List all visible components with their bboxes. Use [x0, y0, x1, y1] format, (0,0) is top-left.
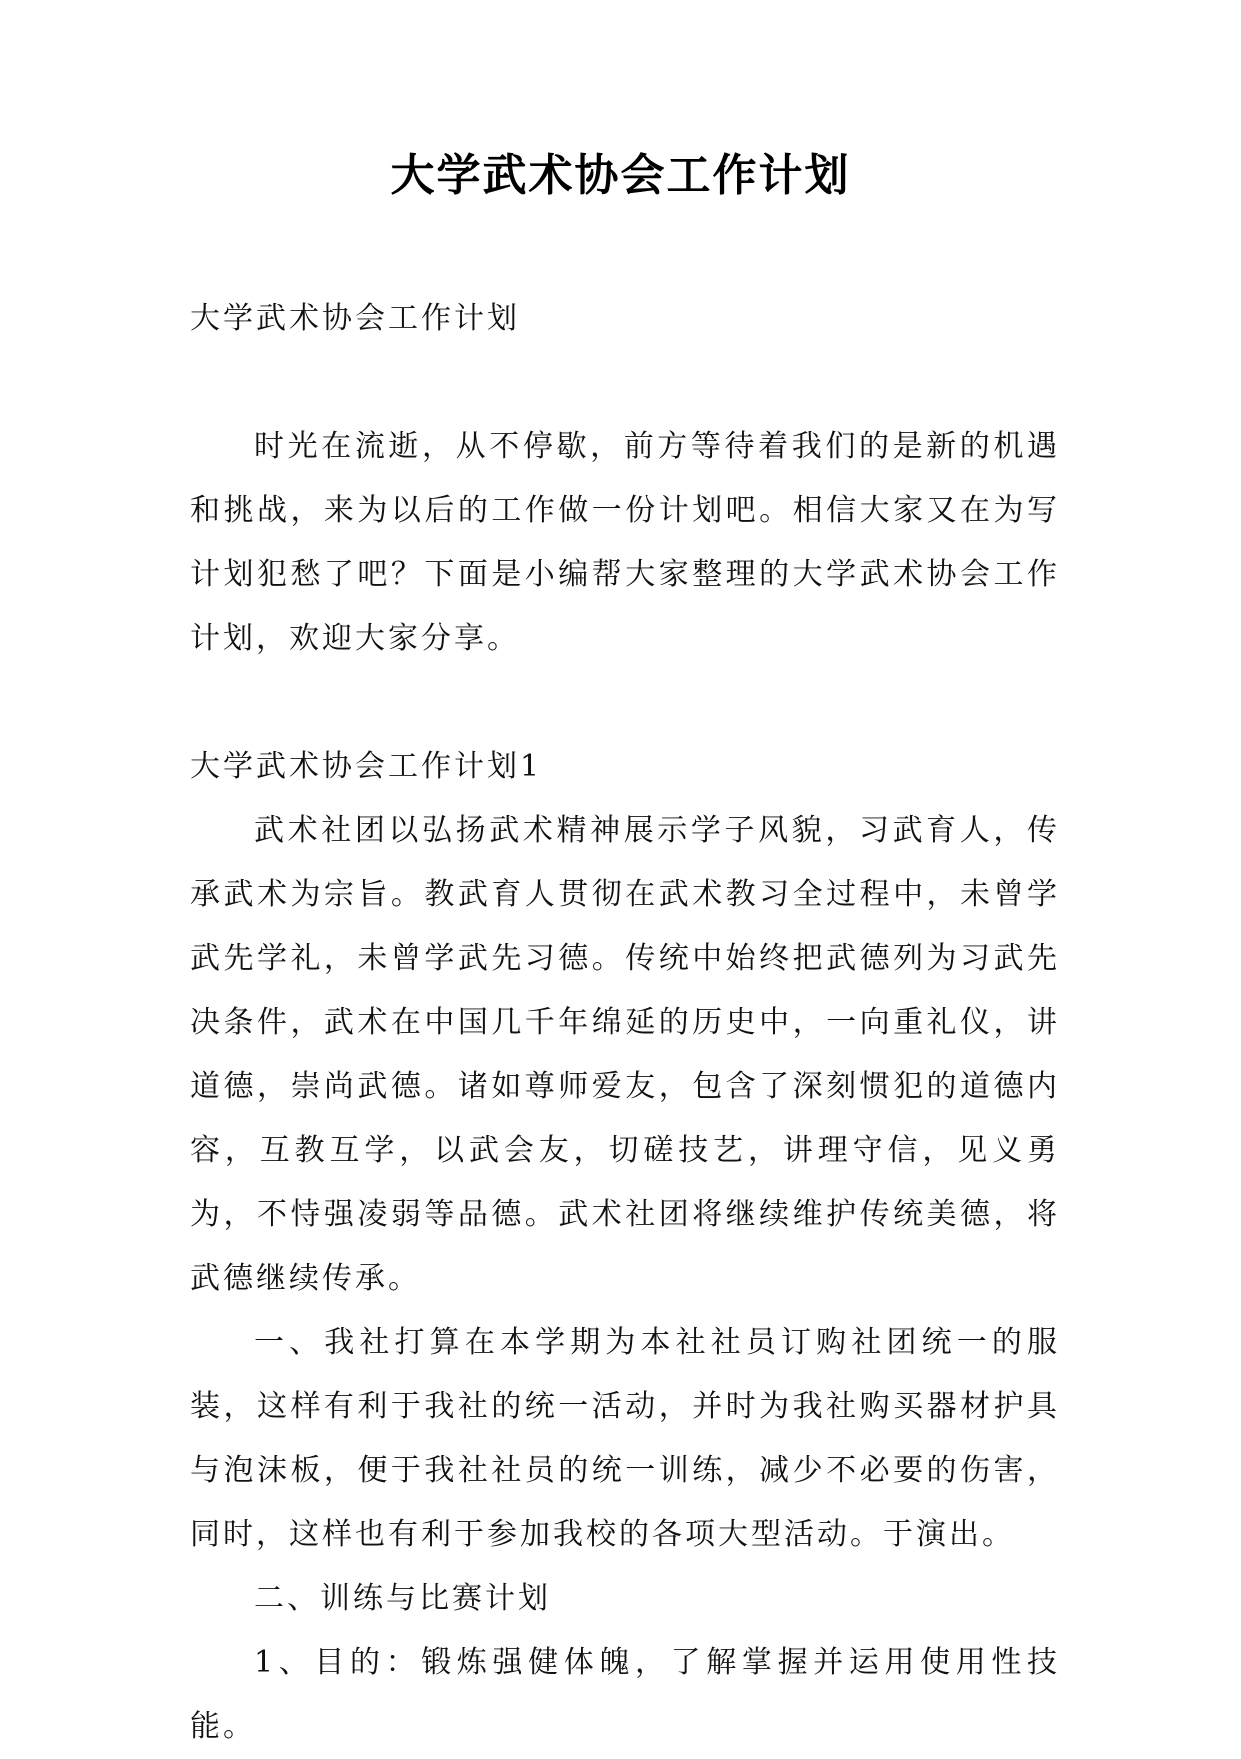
body-paragraph: 一、我社打算在本学期为本社社员订购社团统一的服装，这样有利于我社的统一活动，并时为我社购买器材护具与泡沫板，便于我社社员的统一训练，减少不必要的伤害，同时，这样也有利于参加我校的各项大型活动。于演出。: [190, 1325, 1060, 1552]
body-paragraph: 1、目的：锻炼强健体魄，了解掌握并运用使用性技能。: [190, 1645, 1060, 1744]
intro-paragraph: 时光在流逝，从不停歇，前方等待着我们的是新的机遇和挑战，来为以后的工作做一份计划吧。相信大家又在为写计划犯愁了吧？下面是小编帮大家整理的大学武术协会工作计划，欢迎大家分享。: [190, 429, 1060, 656]
document-title: 大学武术协会工作计划: [390, 150, 851, 201]
spacer: [190, 671, 1060, 735]
spacer: [190, 351, 1060, 415]
document-body: [190, 287, 1060, 1759]
document-subtitle: 大学武术协会工作计划: [190, 301, 520, 336]
body-paragraph: 二、训练与比赛计划: [254, 1581, 551, 1616]
section-heading: 大学武术协会工作计划1: [190, 749, 543, 784]
body-paragraph: 武术社团以弘扬武术精神展示学子风貌，习武育人，传承武术为宗旨。教武育人贯彻在武术教习全过程中，未曾学武先学礼，未曾学武先习德。传统中始终把武德列为习武先决条件，武术在中国几千年绵延的历史中，一向重礼仪，讲道德，崇尚武德。诸如尊师爱友，包含了深刻惯犯的道德内容，互教互学，以武会友，切磋技艺，讲理守信，见义勇为，不恃强凌弱等品德。武术社团将继续维护传统美德，将武德继续传承。: [190, 813, 1060, 1296]
